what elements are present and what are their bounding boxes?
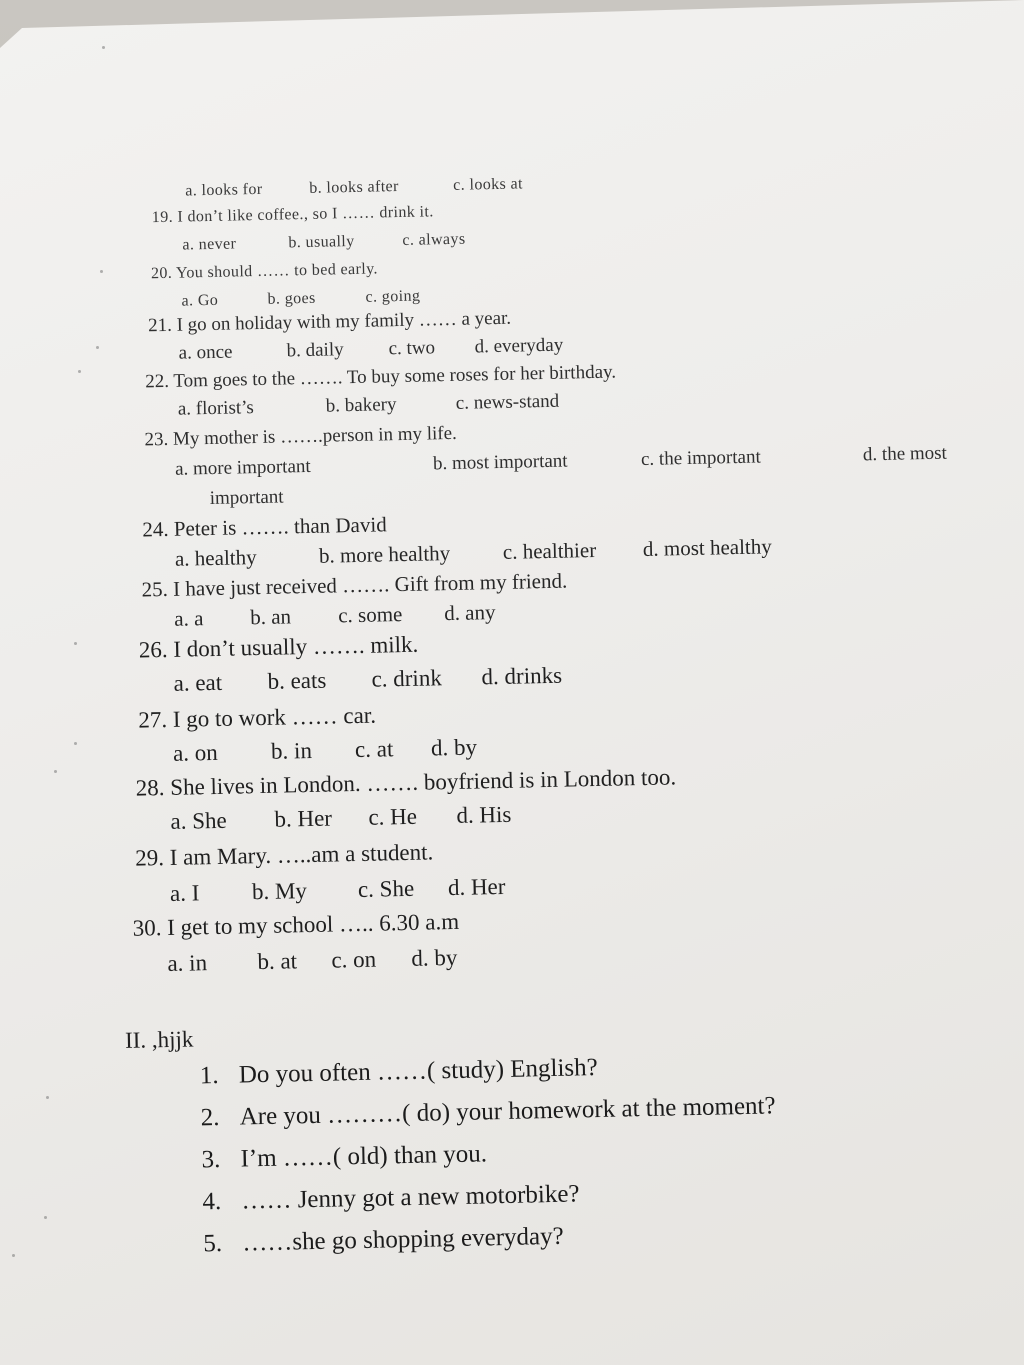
option-a: a. healthy [174, 545, 257, 571]
option-d: d. everyday [474, 334, 564, 358]
option-c: c. some [337, 602, 403, 628]
item-number: 5. [203, 1229, 223, 1258]
option-a: a. I [169, 880, 200, 906]
option-c: c. drink [371, 665, 443, 692]
option-d: d. Her [447, 873, 506, 901]
paper-speck [46, 1096, 49, 1099]
question-27-stem: 27. I go to work …… car. [138, 702, 377, 733]
question-29-stem: 29. I am Mary. …..am a student. [134, 839, 434, 871]
option-c: c. looks at [453, 175, 524, 194]
option-c: c. He [368, 803, 418, 830]
item-number: 3. [201, 1145, 221, 1174]
paper-speck [44, 1216, 47, 1219]
option-c: c. She [357, 875, 415, 903]
paper-speck [96, 346, 99, 349]
question-23-stem: 23. My mother is …….person in my life. [144, 422, 458, 451]
option-b: b. more healthy [318, 541, 451, 568]
option-c: c. the important [640, 446, 761, 470]
section-2-item-1 [200, 1054, 598, 1090]
option-a: a. She [170, 807, 227, 834]
option-b: b. eats [267, 667, 327, 694]
section-2-item-2 [200, 1092, 775, 1132]
question-19-stem: 19. I don’t like coffee., so I …… drink it. [151, 203, 434, 227]
paper-speck [54, 770, 57, 773]
option-a: a. eat [173, 669, 223, 696]
option-a: a. more important [174, 455, 311, 480]
question-30-stem: 30. I get to my school ….. 6.30 a.m [132, 908, 460, 941]
option-d: d. most healthy [642, 534, 772, 561]
option-a: a. once [178, 341, 233, 364]
option-a: a. in [167, 950, 208, 977]
option-d: d. drinks [481, 662, 563, 690]
option-b: b. usually [288, 232, 355, 252]
item-text: ……she go shopping everyday? [242, 1222, 564, 1257]
option-b: b. Her [274, 805, 333, 832]
option-c: c. always [402, 230, 466, 249]
option-b: b. daily [286, 339, 344, 362]
paper-speck [78, 370, 81, 373]
option-d: d. any [443, 600, 496, 626]
option-b: b. goes [267, 289, 316, 308]
paper-speck [12, 1254, 15, 1257]
option-a: a. on [172, 739, 219, 766]
option-c: c. at [354, 736, 394, 763]
question-24-stem: 24. Peter is ……. than David [142, 512, 387, 542]
item-number: 4. [202, 1187, 222, 1216]
section-2-item-4 [202, 1180, 580, 1216]
item-text: …… Jenny got a new motorbike? [241, 1180, 580, 1215]
option-a: a. never [182, 235, 237, 254]
option-d: d. by [411, 944, 458, 971]
item-text: Do you often ……( study) English? [238, 1054, 598, 1089]
option-b: b. My [251, 878, 308, 905]
item-number: 1. [199, 1061, 219, 1090]
option-b: b. at [257, 948, 298, 975]
section-2-item-3 [201, 1140, 487, 1174]
option-a: a. a [173, 606, 204, 631]
option-a: a. looks for [185, 180, 263, 200]
option-d: d. the most [862, 442, 948, 466]
option-b: b. looks after [309, 178, 399, 197]
option-b: b. an [249, 604, 292, 630]
question-20-stem: 20. You should …… to bed early. [150, 260, 379, 283]
paper-speck [102, 46, 105, 49]
option-b: b. most important [432, 450, 568, 475]
paper-speck [74, 742, 77, 745]
option-c: c. on [331, 946, 377, 973]
paper-speck [100, 270, 103, 273]
item-text: I’m ……( old) than you. [240, 1140, 488, 1173]
option-d: d. by [430, 734, 478, 761]
section-2-item-5 [203, 1223, 564, 1259]
question-25-stem: 25. I have just received ……. Gift from my friend. [141, 568, 568, 602]
question-26-stem: 26. I don’t usually ……. milk. [138, 631, 419, 663]
option-c: c. going [365, 287, 421, 306]
option-b: b. in [270, 737, 313, 764]
item-number: 2. [200, 1103, 220, 1132]
option-b: b. bakery [325, 394, 397, 417]
question-21-stem: 21. I go on holiday with my family …… a year. [147, 307, 512, 337]
option-c: c. news-stand [455, 390, 560, 414]
question-28-stem: 28. She lives in London. ……. boyfriend is in London too. [135, 764, 677, 801]
question-22-stem: 22. Tom goes to the ……. To buy some roses for her birthday. [145, 361, 617, 393]
option-a: a. florist’s [177, 397, 255, 420]
item-text: Are you ………( do) your homework at the moment? [239, 1092, 776, 1131]
paper-speck [74, 642, 77, 645]
option-c: c. two [388, 337, 436, 360]
option-d: d. His [456, 801, 512, 828]
option-c: c. healthier [502, 537, 597, 564]
section-2-heading: II. ,hjjk [124, 1026, 194, 1053]
question-23-option-a-wrap: important [209, 486, 284, 510]
option-a: a. Go [181, 291, 219, 310]
